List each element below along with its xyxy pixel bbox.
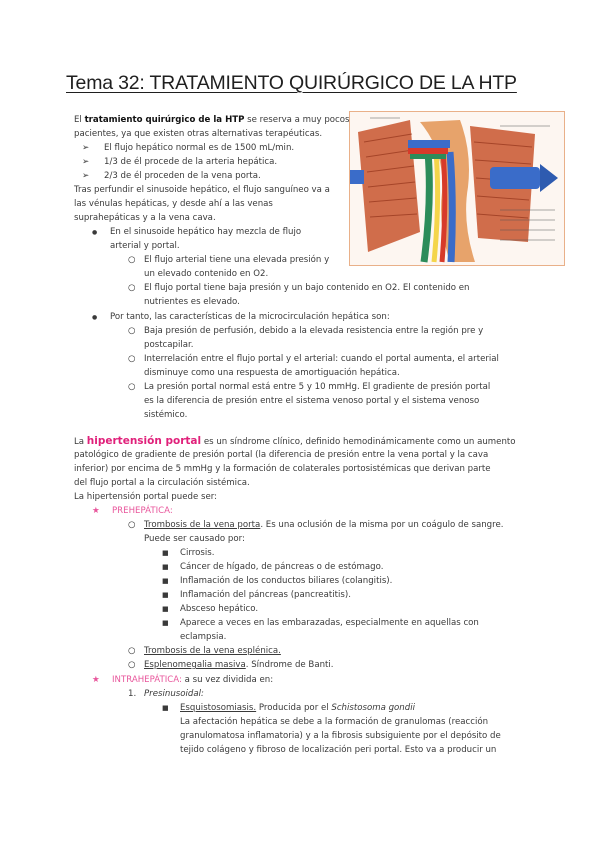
- bullet-item: [92, 225, 301, 240]
- circle-item: [128, 518, 504, 532]
- liver-microcirculation-figure: [349, 111, 565, 266]
- circle-icon: ○: [128, 283, 136, 293]
- circle-text-cont: nutrientes es elevado.: [144, 297, 240, 307]
- htp-line-4: del flujo portal a la circulación sistémica.: [74, 478, 250, 488]
- causado-por: Puede ser causado por:: [144, 534, 245, 544]
- square-icon: ■: [162, 563, 169, 571]
- esplenomegalia: Esplenomegalia masiva: [144, 660, 246, 670]
- trombosis-porta: Trombosis de la vena porta: [144, 520, 261, 530]
- intro-line-1: [74, 113, 350, 127]
- square-item: [162, 602, 258, 616]
- cause-text: Inflamación del páncreas (pancreatitis).: [180, 590, 351, 600]
- intrahepatica-label: INTRAHEPÁTICA:: [112, 675, 182, 685]
- square-item: [162, 701, 415, 715]
- prehepatica-heading: [92, 504, 173, 518]
- circle-text-cont: un elevado contenido en O2.: [144, 269, 269, 279]
- circle-icon: ○: [128, 660, 136, 670]
- square-icon: ■: [162, 549, 169, 557]
- organism: Schistosoma gondii: [331, 703, 415, 713]
- esquisto-line-3: tejido colágeno y fibroso de localización peri portal. Esto va a producir un: [180, 745, 497, 755]
- numbered-item: [128, 687, 204, 701]
- bullet-text: En el sinusoide hepático hay mezcla de flujo: [110, 227, 302, 237]
- circle-icon: ○: [128, 646, 136, 656]
- producida: Producida por el: [258, 703, 329, 713]
- esquisto-line-2: granulomatosa inflamatoria) y a la fibrosis subsiguiente por el depósito de: [180, 731, 501, 741]
- circle-icon: ○: [128, 382, 136, 392]
- square-icon: ■: [162, 577, 169, 585]
- presinusoidal: Presinusoidal:: [144, 689, 204, 699]
- htp-term: hipertensión portal: [86, 435, 202, 447]
- intrahepatica-heading: [92, 673, 273, 687]
- perfusion-line-1: Tras perfundir el sinusoide hepático, el flujo sanguíneo va a: [74, 185, 330, 195]
- circle-text-cont: sistémico.: [144, 410, 188, 420]
- arrow-item: [82, 155, 277, 169]
- circle-text: La presión portal normal está entre 5 y 10 mmHg. El gradiente de presión portal: [144, 382, 491, 392]
- circle-text-cont: disminuye como una respuesta de amortiguación hepática.: [144, 368, 400, 378]
- star-icon: ★: [92, 506, 100, 516]
- prehepatica-label: PREHEPÁTICA:: [112, 506, 173, 516]
- arrow-item-text: 2/3 de él proceden de la vena porta.: [104, 171, 261, 181]
- cause-text: Cirrosis.: [180, 548, 215, 558]
- square-icon: ■: [162, 605, 169, 613]
- star-icon: ★: [92, 675, 100, 685]
- bullet-icon: ●: [92, 314, 98, 321]
- square-item: [162, 574, 392, 588]
- square-item: [162, 588, 351, 602]
- square-item: [162, 546, 214, 560]
- htp-rest: es un síndrome clínico, definido hemodinámicamente como un aumento: [203, 437, 516, 447]
- circle-item: [128, 253, 329, 267]
- cause-text: Aparece a veces en las embarazadas, especialmente en aquellas con: [180, 618, 479, 628]
- perfusion-line-2: las vénulas hepáticas, y desde ahí a las venas: [74, 199, 273, 209]
- item-number: 1.: [128, 689, 137, 699]
- arrow-icon: ➢: [82, 157, 90, 167]
- circle-item: [128, 324, 483, 338]
- arrow-item: [82, 141, 294, 155]
- square-item: [162, 616, 479, 630]
- circle-text-cont: postcapilar.: [144, 340, 194, 350]
- cause-text: Inflamación de los conductos biliares (colangitis).: [180, 576, 393, 586]
- cause-text: Absceso hepático.: [180, 604, 259, 614]
- arrow-item-text: 1/3 de él procede de la arteria hepática.: [104, 157, 278, 167]
- cause-text: Cáncer de hígado, de páncreas o de estómago.: [180, 562, 384, 572]
- trombosis-porta-rest: . Es una oclusión de la misma por un coágulo de sangre.: [260, 520, 504, 530]
- intro-rest: se reserva a muy pocos: [247, 115, 350, 125]
- htp-line-2: patológico de gradiente de presión portal (la diferencia de presión entre la vena portal y la cava: [74, 450, 489, 460]
- circle-text-cont: es la diferencia de presión entre el sistema venoso portal y el sistema venoso: [144, 396, 480, 406]
- square-icon: ■: [162, 704, 169, 712]
- htp-la: La: [74, 437, 85, 447]
- bullet-text-cont: arterial y portal.: [110, 241, 180, 251]
- circle-item: [128, 281, 470, 295]
- circle-text: Interrelación entre el flujo portal y el arterial: cuando el portal aumenta, el arterial: [144, 354, 499, 364]
- circle-text: Baja presión de perfusión, debido a la elevada resistencia entre la región pre y: [144, 326, 484, 336]
- perfusion-line-3: suprahepáticas y a la vena cava.: [74, 213, 216, 223]
- intro-bold-term: tratamiento quirúrgico de la HTP: [84, 115, 245, 125]
- htp-can-be: La hipertensión portal puede ser:: [74, 492, 218, 502]
- intrahepatica-rest: a su vez dividida en:: [184, 675, 274, 685]
- arrow-item: [82, 169, 261, 183]
- page-title: Tema 32: TRATAMIENTO QUIRÚRGICO DE LA HTP: [66, 72, 517, 94]
- bullet-text: Por tanto, las características de la microcirculación hepática son:: [110, 312, 390, 322]
- banti: . Síndrome de Banti.: [245, 660, 334, 670]
- intro-line-2: pacientes, ya que existen otras alternativas terapéuticas.: [74, 129, 323, 139]
- circle-item: [128, 658, 334, 672]
- circle-item: [128, 644, 281, 658]
- square-item: [162, 560, 383, 574]
- circle-icon: ○: [128, 354, 136, 364]
- circle-icon: ○: [128, 326, 136, 336]
- htp-line-3: inferior) por encima de 5 mmHg y la formación de colaterales portosistémicas que derivan parte: [74, 464, 491, 474]
- square-icon: ■: [162, 619, 169, 627]
- circle-icon: ○: [128, 520, 136, 530]
- arrow-item-text: El flujo hepático normal es de 1500 mL/min.: [104, 143, 295, 153]
- liver-illustration: [350, 112, 564, 265]
- circle-item: [128, 380, 490, 394]
- arrow-icon: ➢: [82, 143, 90, 153]
- circle-text: El flujo portal tiene baja presión y un bajo contenido en O2. El contenido en: [144, 283, 470, 293]
- circle-text: El flujo arterial tiene una elevada presión y: [144, 255, 330, 265]
- arrow-icon: ➢: [82, 171, 90, 181]
- bullet-item: [92, 310, 390, 325]
- intro-el: El: [74, 115, 82, 125]
- cause-text-cont: eclampsia.: [180, 632, 227, 642]
- circle-item: [128, 352, 499, 366]
- esquisto-line-1: La afectación hepática se debe a la formación de granulomas (reacción: [180, 717, 489, 727]
- square-icon: ■: [162, 591, 169, 599]
- esquistosomiasis: Esquistosomiasis.: [180, 703, 257, 713]
- trombosis-esplenica: Trombosis de la vena esplénica.: [144, 646, 281, 656]
- htp-line-1: [74, 434, 516, 449]
- bullet-icon: ●: [92, 229, 98, 236]
- circle-icon: ○: [128, 255, 136, 265]
